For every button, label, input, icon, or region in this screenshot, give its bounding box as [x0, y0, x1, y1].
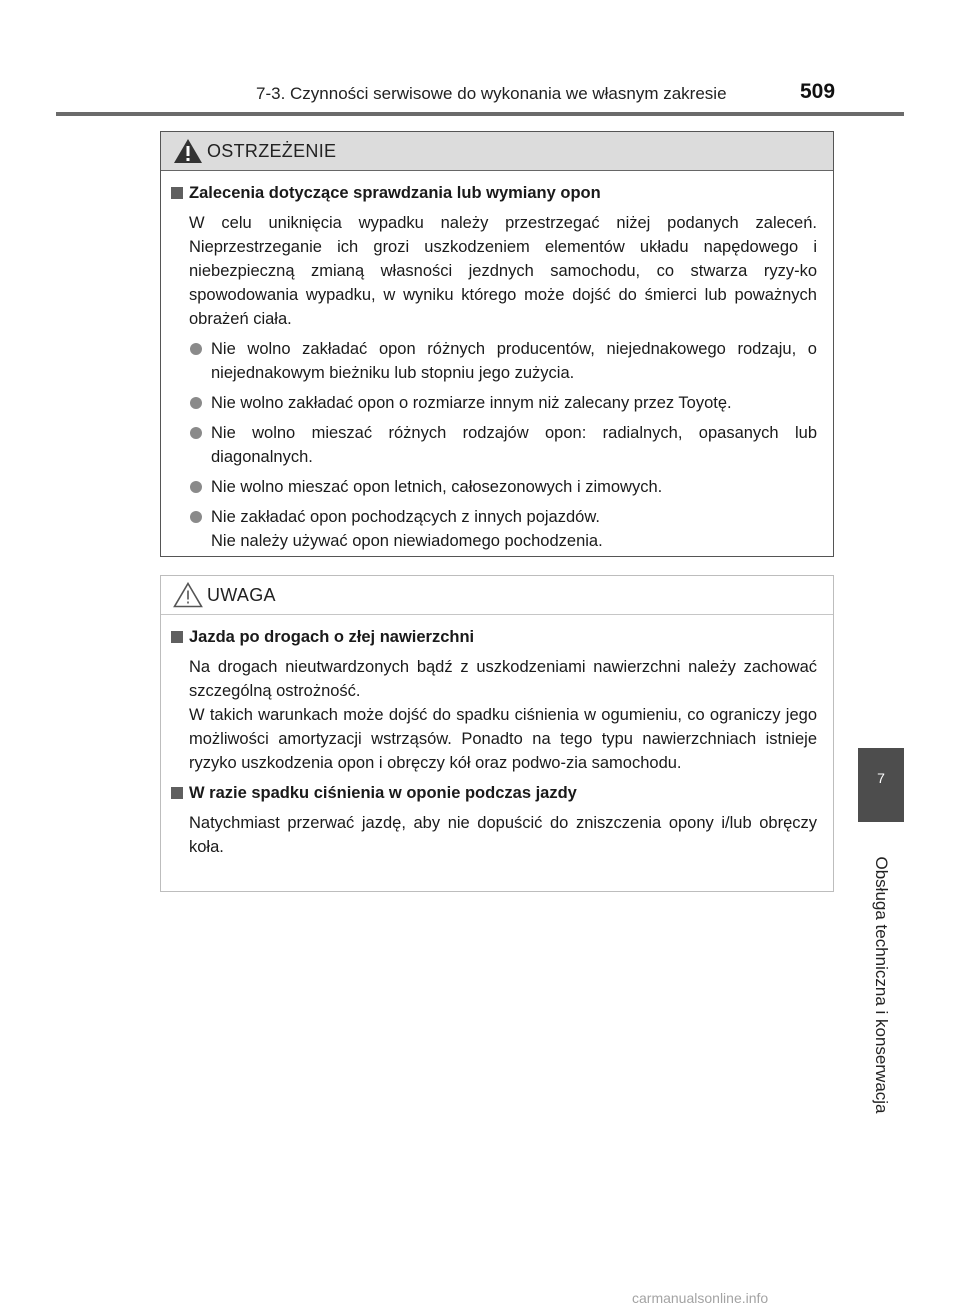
round-bullet-icon	[190, 511, 202, 523]
square-bullet-icon	[171, 787, 183, 799]
round-bullet-icon	[190, 481, 202, 493]
round-bullet-icon	[190, 397, 202, 409]
caution-paragraph-text: W takich warunkach może dojść do spadku ciśnienia w ogumieniu, co ograniczy jego możliwości amortyzacji wstrząsów. Ponadto na tego typu nawierzchniach istnieje ryzyko uszkodzenia opon i obręczy kół oraz podwo-zia samochodu.	[189, 706, 817, 772]
caution-triangle-icon	[173, 582, 203, 608]
page-number: 509	[800, 80, 836, 103]
square-bullet-icon	[171, 631, 183, 643]
warning-bullet-text: Nie wolno mieszać różnych rodzajów opon: radialnych, opasanych lub diagonalnych.	[211, 424, 817, 466]
warning-box	[160, 131, 834, 557]
warning-bullet	[169, 421, 817, 469]
caution-paragraph	[169, 655, 817, 775]
warning-bullet	[169, 505, 817, 553]
warning-bullet-text: Nie wolno mieszać opon letnich, całosezonowych i zimowych.	[211, 478, 663, 496]
caution-paragraph-text: Na drogach nieutwardzonych bądź z uszkodzeniami nawierzchni należy zachować szczególną ostrożność.	[189, 658, 817, 700]
caution-label: UWAGA	[207, 585, 276, 605]
warning-bullet	[169, 391, 817, 415]
warning-paragraph: W celu uniknięcia wypadku należy przestrzegać niżej podanych zaleceń. Nieprzestrzeganie ich grozi uszkodzeniem elementów układu napędowego i niebezpieczną zmianą własności jezdnych samochodu, co stwarza ryzy-ko spowodowania wypadku, w wyniku którego może dojść do śmierci lub poważnych obrażeń ciała.	[189, 214, 817, 328]
watermark: carmanualsonline.info	[632, 1290, 769, 1306]
caution-section-title-text: W razie spadku ciśnienia w oponie podczas jazdy	[189, 784, 577, 802]
caution-box-header	[161, 576, 833, 615]
warning-section-title	[169, 181, 817, 205]
header-rule	[56, 112, 904, 116]
header-title: 7-3. Czynności serwisowe do wykonania we własnym zakresie	[256, 84, 727, 103]
warning-bullet-text: Nie wolno zakładać opon różnych producentów, niejednakowego rodzaju, o niejednakowym bieżniku lub stopniu jego zużycia.	[211, 340, 817, 382]
warning-box-header	[161, 132, 833, 171]
chapter-label-text: Obsługa techniczna i konserwacja	[872, 856, 891, 1114]
warning-bullet-text: Nie zakładać opon pochodzących z innych pojazdów.	[211, 508, 600, 526]
warning-section-title-text: Zalecenia dotyczące sprawdzania lub wymiany opon	[189, 184, 601, 202]
chapter-tab	[858, 748, 904, 822]
chapter-number: 7	[877, 770, 885, 786]
round-bullet-icon	[190, 427, 202, 439]
warning-bullet	[169, 337, 817, 385]
warning-bullet	[169, 475, 817, 499]
square-bullet-icon	[171, 187, 183, 199]
caution-box	[160, 575, 834, 892]
caution-paragraph: Natychmiast przerwać jazdę, aby nie dopuścić do zniszczenia opony i/lub obręczy koła.	[189, 814, 817, 856]
caution-section-title	[169, 781, 817, 805]
round-bullet-icon	[190, 343, 202, 355]
caution-section-title-text: Jazda po drogach o złej nawierzchni	[189, 628, 475, 646]
warning-triangle-icon	[173, 138, 203, 164]
warning-bullet-text: Nie wolno zakładać opon o rozmiarze innym niż zalecany przez Toyotę.	[211, 394, 732, 412]
warning-bullet-text: Nie należy używać opon niewiadomego pochodzenia.	[211, 532, 603, 550]
caution-section-title	[169, 625, 817, 649]
warning-label: OSTRZEŻENIE	[207, 141, 337, 161]
